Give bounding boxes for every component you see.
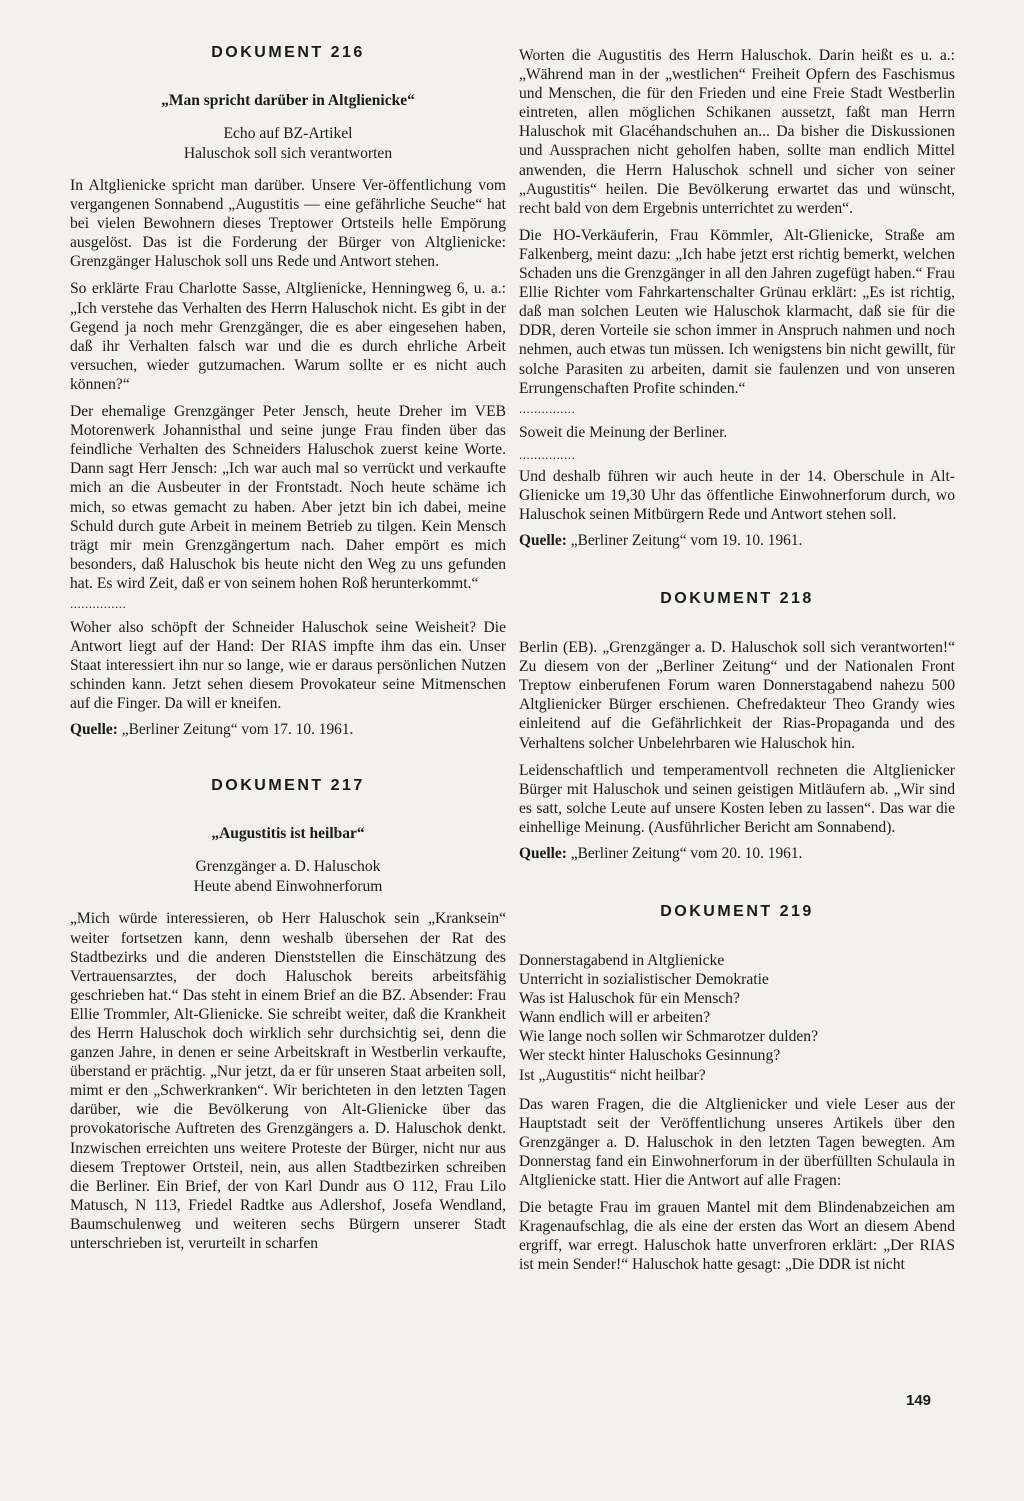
- ellipsis-separator: ...............: [519, 446, 576, 462]
- source-citation: [519, 532, 955, 550]
- document-217-headline: „Augustitis ist heilbar“: [211, 825, 365, 843]
- document-216-heading: DOKUMENT 216: [211, 44, 365, 61]
- paragraph: Soweit die Meinung der Berliner.: [519, 423, 728, 441]
- document-218-heading: DOKUMENT 218: [660, 590, 814, 608]
- list-item: Wann endlich will er arbeiten?: [519, 1009, 710, 1027]
- paragraph: Das waren Fragen, die die Altglienicker und viele Leser aus der Hauptstadt seit der Veröffentlichung unseres Artikels über den Grenzgänger a. D. Haluschok in den letzten Tagen bewegten. Am Donnerstag fand ein Einwohnerforum in der überfüllten Schulaula in Altglienicke statt. Hier die Antwort auf alle Fragen:: [519, 1095, 955, 1190]
- document-216-subtitle-2: Haluschok soll sich verantworten: [183, 145, 393, 162]
- source-citation: [519, 845, 955, 863]
- document-216: [70, 44, 506, 739]
- source-text: „Berliner Zeitung“ vom 17. 10. 1961.: [121, 721, 354, 739]
- list-item: Wie lange noch sollen wir Schmarotzer dulden?: [519, 1028, 819, 1046]
- question-list: [519, 951, 955, 1085]
- document-217-subtitle-2: Heute abend Einwohnerforum: [193, 878, 383, 896]
- source-label: Quelle:: [519, 532, 567, 550]
- source-text: „Berliner Zeitung“ vom 19. 10. 1961.: [570, 532, 803, 550]
- paragraph: „Mich würde interessieren, ob Herr Haluschok sein „Kranksein“ weiter fortsetzen kann, denn weshalb übersehen der Rat des Stadtbezirks und die anderen Dienststellen die Einschätzung des Vertrauensarztes, der doch Haluschok bereits arbeitsfähig geschrieben hat.“ Das steht in einem Brief an die BZ. Absender: Frau Ellie Trommler, Alt-Glienicke. Sie schreibt weiter, daß die Krankheit des Herrn Haluschok doch wirklich sehr durchsichtig sei, denn die ganzen Jahre, in denen er seine Arbeitskraft in Westberlin verkaufte, überstand er prächtig. „Nur jetzt, da er für unseren Staat arbeiten soll, mimt er den „Schwerkranken“. Wir berichteten in den letzten Tagen darüber, wie die Bevölkerung von Alt-Glienicke über das provokatorische Auftreten des Grenzgängers a. D. Haluschok denkt. Inzwischen erreichten uns weitere Proteste der Bürger, nicht nur aus diesem Treptower Ortsteil, nein, aus allen Stadtbezirken schreiben die Berliner. Ein Brief, der von Karl Dundr aus O 112, Frau Lilo Matusch, N 113, Friedel Radtke aus Adlershof, Josefa Wendland, Baumschulenweg und weiteren sechs Bürgern unserer Stadt unterschrieben ist, verurteilt in scharfen: [70, 910, 506, 1253]
- list-item: Was ist Haluschok für ein Mensch?: [519, 990, 740, 1008]
- left-column: [70, 44, 506, 1261]
- document-218: [519, 590, 955, 863]
- source-label: Quelle:: [70, 721, 118, 739]
- paragraph: Die betagte Frau im grauen Mantel mit dem Blindenabzeichen am Kragenaufschlag, die als eine der ersten das Wort an diesem Abend ergriff, war erregt. Haluschok hatte unverfroren erklärt: „Der RIAS ist mein Sender!“ Haluschok hatte gesagt: „Die DDR ist nicht: [519, 1199, 955, 1274]
- document-217-heading: DOKUMENT 217: [211, 777, 365, 795]
- paragraph: Woher also schöpft der Schneider Haluschok seine Weisheit? Die Antwort liegt auf der Hand: Der RIAS impfte ihm das ein. Unser Staat interessiert ihn nur so lange, wie er daraus persönlichen Nutzen schinden kann. Jetzt sehen diesem Provokateur seine Mitmenschen auf die Finger. Da will er kneifen.: [70, 618, 506, 713]
- paragraph: In Altglienicke spricht man darüber. Unsere Ver-öffentlichung vom vergangenen Sonnabend „Augustitis — eine gefährliche Seuche“ hat bei vielen Bewohnern dieses Treptower Ortsteils helle Empörung ausgelöst. Das ist die Forderung der Bürger von Altglienicke: Grenzgänger Haluschok soll uns Rede und Antwort stehen.: [70, 177, 506, 271]
- document-216-headline: „Man spricht darüber in Altglienicke“: [161, 92, 415, 109]
- document-219: [519, 903, 955, 1275]
- right-column: [519, 46, 955, 1283]
- source-text: „Berliner Zeitung“ vom 20. 10. 1961.: [570, 845, 803, 862]
- paragraph: Berlin (EB). „Grenzgänger a. D. Haluschok soll sich verantworten!“ Zu diesem von der „Berliner Zeitung“ und der Nationalen Front Treptow einberufenen Forum waren Donnerstagabend nahezu 500 Altglienicker Bürger erschienen. Chefredakteur Theo Grandy wies einleitend auf die Gefährlichkeit der Rias-Propaganda und des Verhaltens solcher Unbelehrbaren wie Haluschok hin.: [519, 639, 955, 752]
- ellipsis-separator: ...............: [519, 400, 576, 416]
- document-216-subtitle-1: Echo auf BZ-Artikel: [223, 125, 353, 142]
- document-219-heading: DOKUMENT 219: [660, 903, 814, 920]
- paragraph: So erklärte Frau Charlotte Sasse, Altglienicke, Henningweg 6, u. a.: „Ich verstehe das Verhalten des Herrn Haluschok nicht. Es gibt in der Gegend ja noch mehr Grenzgänger, die es aber eingesehen haben, daß ihr Verhalten falsch war und die es durch ehrliche Arbeit versuchen, wieder gutzumachen. Warum sollte er es nicht auch können?“: [70, 280, 506, 393]
- source-label: Quelle:: [519, 845, 567, 862]
- list-item: Ist „Augustitis“ nicht heilbar?: [519, 1066, 706, 1084]
- list-item: Wer steckt hinter Haluschoks Gesinnung?: [519, 1047, 781, 1065]
- list-item: Unterricht in sozialistischer Demokratie: [519, 971, 769, 989]
- document-217-continued: [519, 46, 955, 550]
- list-item: Donnerstagabend in Altglienicke: [519, 952, 725, 969]
- page-number: 149: [906, 1392, 932, 1409]
- paragraph: Worten die Augustitis des Herrn Haluschok. Darin heißt es u. a.: „Während man in der „westlichen“ Freiheit Opfern des Faschismus und Menschen, die für den Frieden und eine Freie Stadt Westberlin eintreten, allen möglichen Schikanen aussetzt, faßt man Herrn Haluschok mit Glacéhandschuhen an... Da bisher die Diskussionen und Aussprachen nicht geholfen haben, sollte man endlich Mittel anwenden, die Herrn Haluschok schnell und sicher von seiner „Augustitis“ heilen. Die Bevölkerung erwartet das und wünscht, recht bald von dem Ergebnis unterrichtet zu werden“.: [519, 47, 955, 217]
- source-citation: [70, 721, 506, 739]
- document-217-subtitle-1: Grenzgänger a. D. Haluschok: [195, 858, 381, 876]
- paragraph: Leidenschaftlich und temperamentvoll rechneten die Altglienicker Bürger mit Haluschok und seinen geistigen Mitläufern ab. „Wir sind es satt, solche Leute auf unsere Kosten leben zu lassen“. Das war die einhellige Meinung. (Ausführlicher Bericht am Sonnabend).: [519, 761, 955, 836]
- paragraph: Und deshalb führen wir auch heute in der 14. Oberschule in Alt-Glienicke um 19,30 Uhr das öffentliche Einwohnerforum durch, wo Haluschok seinen Mitbürgern Rede und Antwort stehen soll.: [519, 467, 955, 523]
- document-217: [70, 777, 506, 1253]
- paragraph: Der ehemalige Grenzgänger Peter Jensch, heute Dreher im VEB Motorenwerk Johannisthal und seine junge Frau finden über das feindliche Verhalten des Schneiders Haluschok zuerst keine Worte. Dann sagt Herr Jensch: „Ich war auch mal so verrückt und verkaufte mich an die Ausbeuter in der Frontstadt. Noch heute schäme ich mich, so etwas gemacht zu haben. Aber jetzt bin ich dabei, meine Schuld durch gute Arbeit in meinem Betrieb zu tilgen. Kein Mensch trägt mir mein Grenzgängertum nach. Daher empört es mich besonders, daß Haluschok bis heute nicht den Weg zu uns gefunden hat. Es wird Zeit, daß er von seinem hohen Roß herunterkommt.“: [70, 403, 506, 592]
- ellipsis-separator: ...............: [70, 595, 127, 611]
- paragraph: Die HO-Verkäuferin, Frau Kömmler, Alt-Glienicke, Straße am Falkenberg, meint dazu: „Ich habe jetzt erst richtig bemerkt, welchen Schaden uns die Grenzgänger in all den Jahren zugefügt haben.“ Frau Ellie Richter vom Fahrkartenschalter Grünau erklärt: „Es ist richtig, daß man solchen Leuten wie Haluschok klarmacht, daß sie für die DDR, deren Vorteile sie schon immer in Anspruch nahmen und noch nehmen, auch etwas tun müssen. Ich wenigstens bin nicht gewillt, für solche Parasiten zu arbeiten, damit sie faulenzen und von unseren Errungenschaften Profite schinden.“: [519, 226, 955, 397]
